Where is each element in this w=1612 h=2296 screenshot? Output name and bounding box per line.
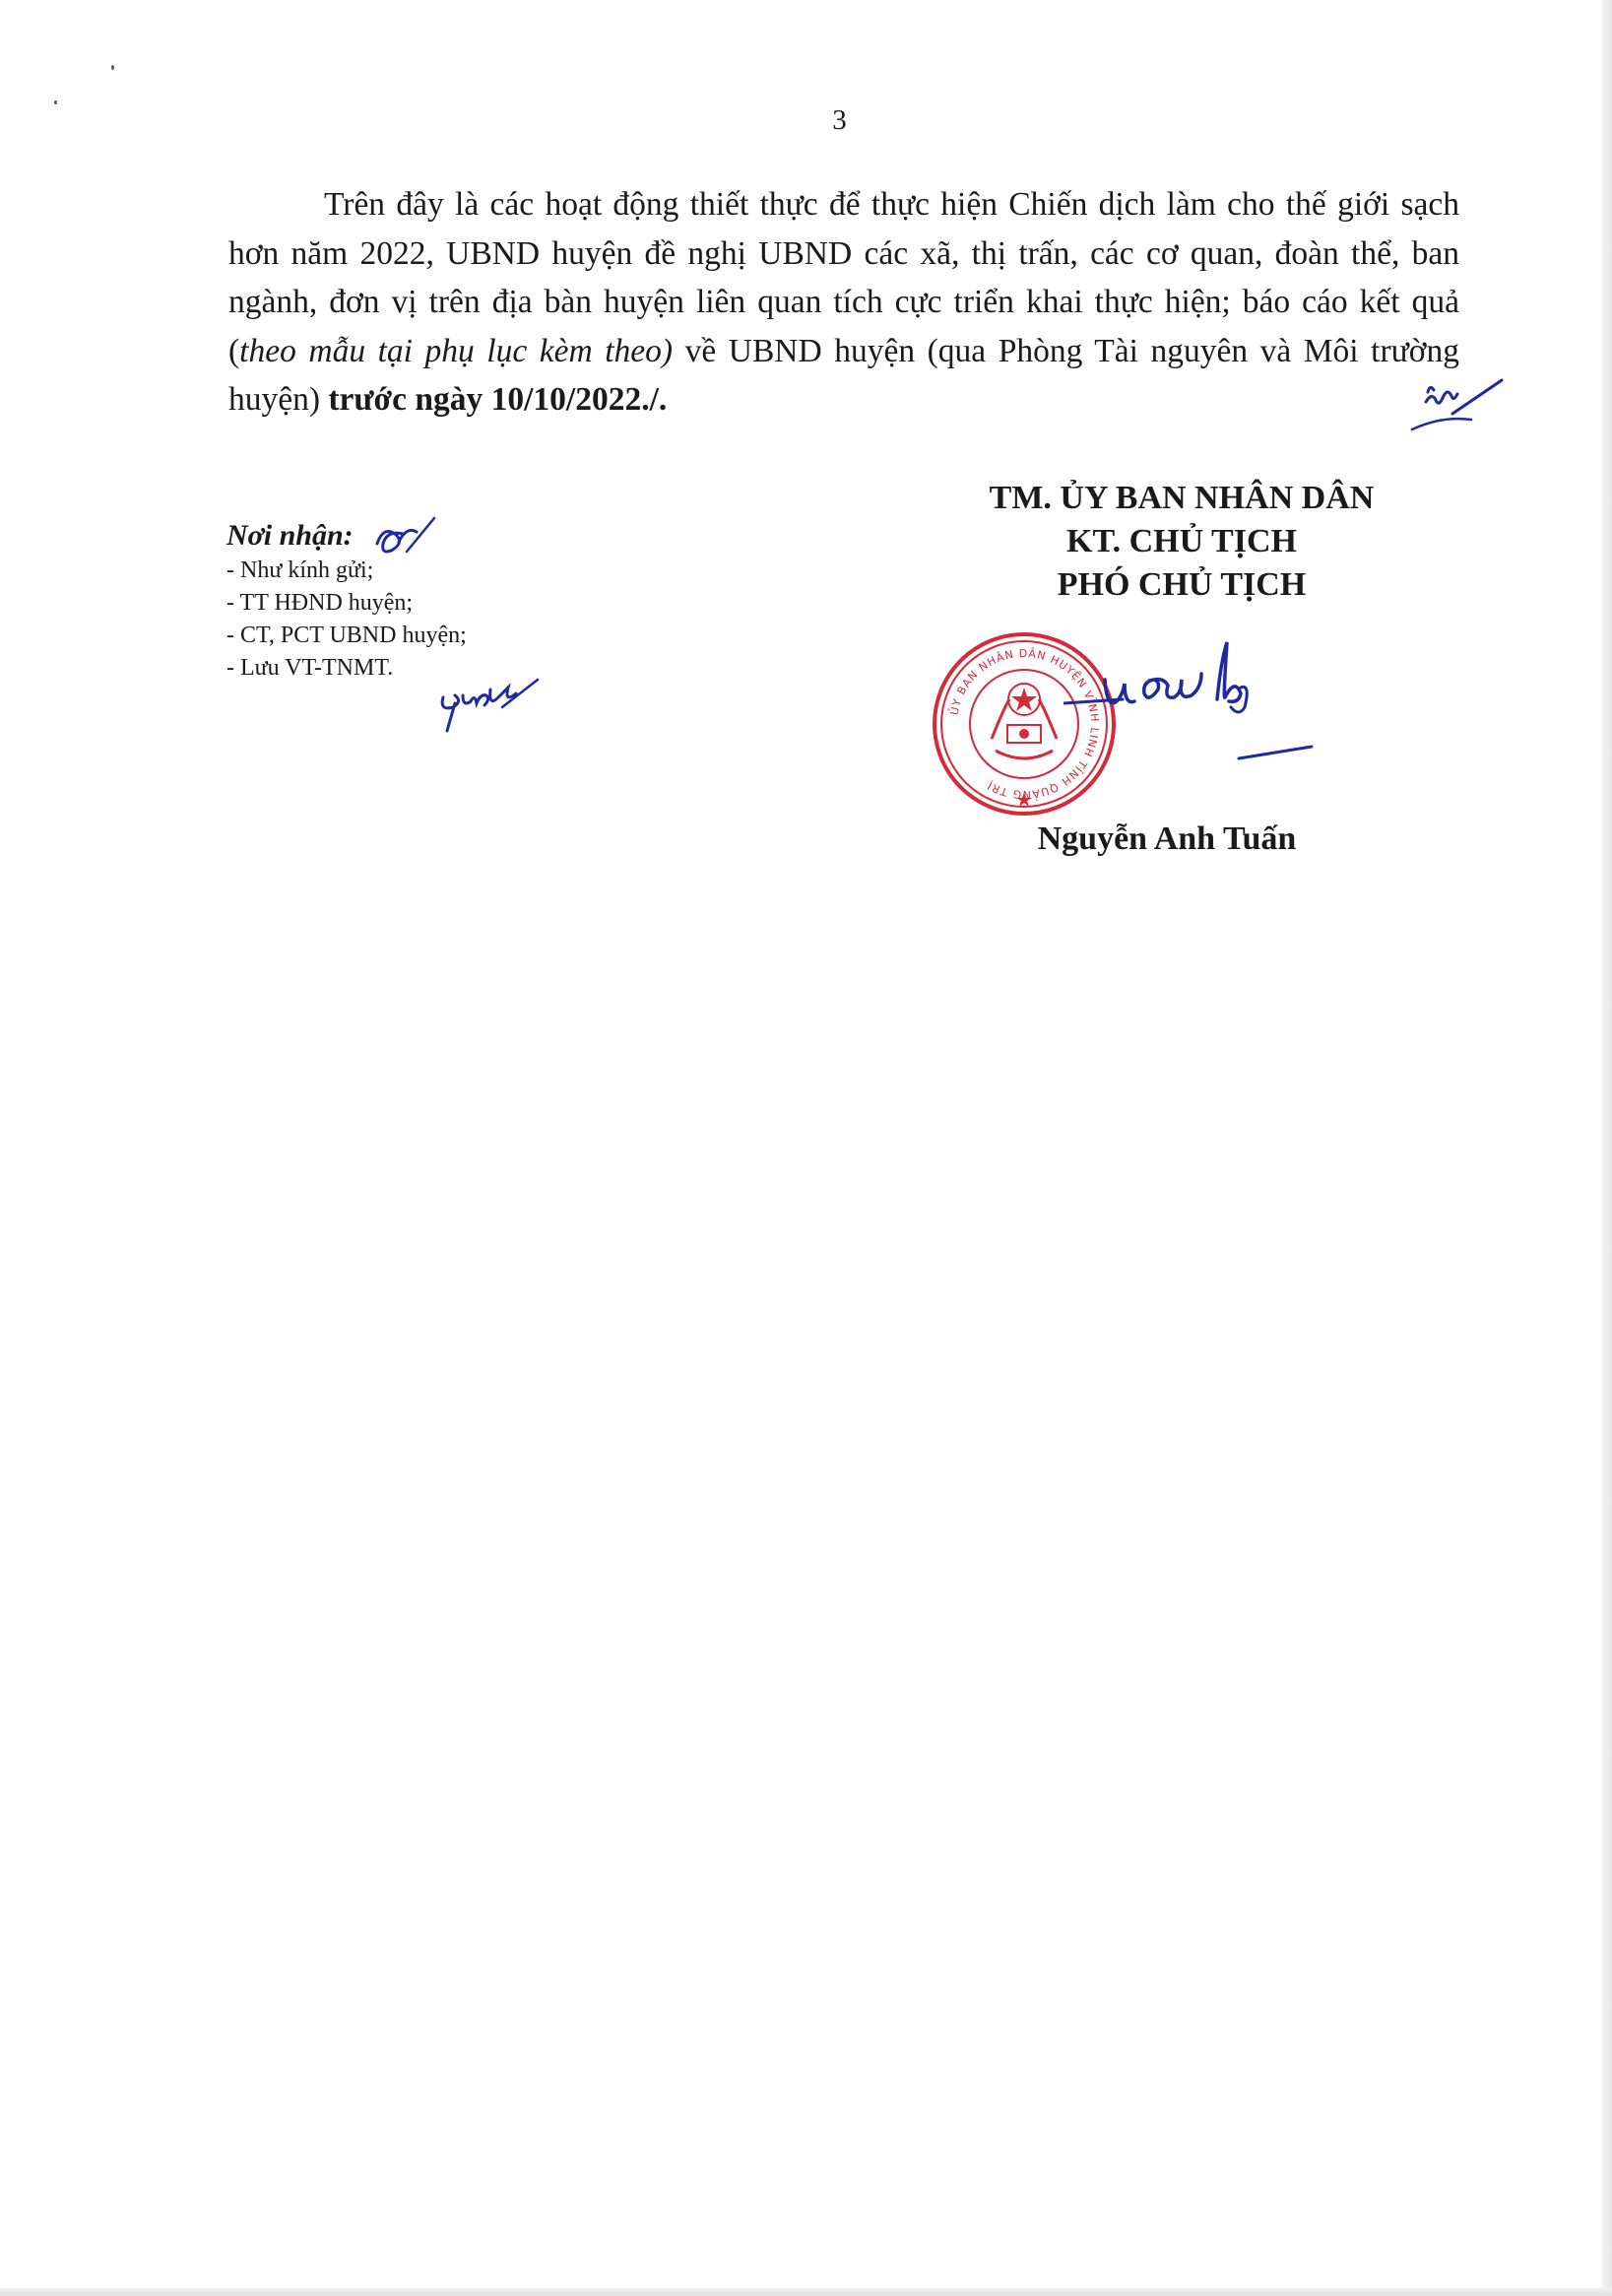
- body-italic-text: theo mẫu tại phụ lục kèm theo): [239, 332, 674, 369]
- handwritten-initial: [369, 514, 438, 563]
- signature-title-line: KT. CHỦ TỊCH: [1066, 523, 1297, 559]
- body-text-part-1: Trên đây là các hoạt động thiết thực để thực hiện Chiến dịch làm cho thế giới sạch hơn năm 2022, UBND huyện đề nghị UBND các xã, thị trấn, các cơ quan, đoàn thể, ban ngành, đơn vị trên địa bàn huyện liên quan tích cực triển khai thực hiện; báo cáo kết quả (: [228, 186, 1459, 369]
- recipient-item: - CT, PCT UBND huyện;: [226, 623, 467, 648]
- signature-title-line: PHÓ CHỦ TỊCH: [1057, 566, 1307, 603]
- body-text-part-2: về UBND huyện (qua Phòng Tài nguyên và Môi trường huyện): [228, 332, 1459, 418]
- page-bottom-edge: [0, 2288, 1612, 2296]
- page-number: 3: [832, 104, 847, 136]
- recipients-list: [226, 555, 640, 685]
- handwritten-initial: [1408, 372, 1507, 441]
- signer-name: Nguyễn Anh Tuấn: [1037, 820, 1297, 857]
- handwritten-signature: [1064, 640, 1320, 768]
- signature-block: [886, 477, 1477, 607]
- recipient-item: - Lưu VT-TNMT.: [226, 655, 394, 681]
- recipients-title: Nơi nhận:: [226, 519, 354, 552]
- page-edge-shadow: [1602, 0, 1612, 2296]
- body-paragraph: [228, 180, 1459, 425]
- signature-title-line: TM. ỦY BAN NHÂN DÂN: [989, 480, 1375, 516]
- deadline-text: trước ngày 10/10/2022./.: [328, 381, 668, 418]
- recipient-item: - TT HĐND huyện;: [226, 590, 414, 616]
- handwritten-initial: [433, 670, 542, 739]
- recipient-item: - Như kính gửi;: [226, 558, 374, 583]
- svg-text:ỦY BAN NHÂN DÂN HUYỆN VĨNH LIN: ỦY BAN NHÂN DÂN HUYỆN VĨNH LINH TỈNH QUẢNG TRỊ: [947, 646, 1102, 802]
- scan-speck: [111, 65, 114, 70]
